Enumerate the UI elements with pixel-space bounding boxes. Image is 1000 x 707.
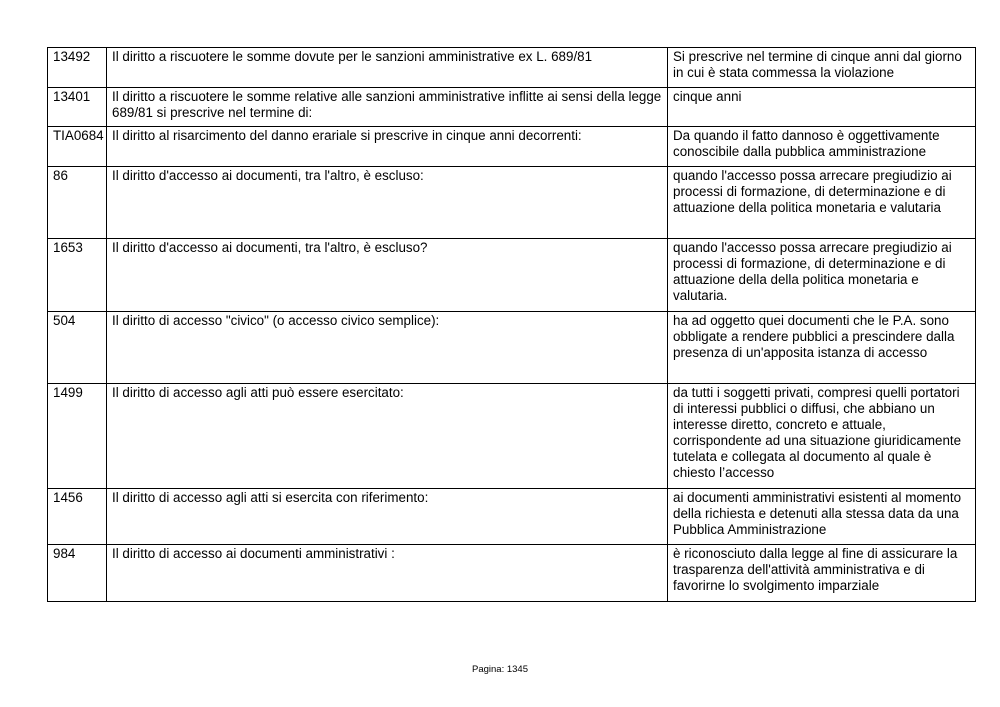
answer-text: è riconosciuto dalla legge al fine di assicurare la trasparenza dell'attività amministrativa e di favorirne lo svolgimento imparziale	[668, 545, 976, 602]
question-text: Il diritto d'accesso ai documenti, tra l'altro, è escluso:	[107, 167, 668, 239]
questions-table	[47, 47, 976, 602]
question-id: 13492	[48, 48, 107, 88]
answer-text: ha ad oggetto quei documenti che le P.A. sono obbligate a rendere pubblici a prescindere dalla presenza di un'apposita istanza di accesso	[668, 312, 976, 384]
answer-text: quando l'accesso possa arrecare pregiudizio ai processi di formazione, di determinazione e di attuazione della della politica monetaria e valutaria.	[668, 239, 976, 312]
table-row	[48, 48, 976, 88]
question-id: 1456	[48, 489, 107, 545]
question-text: Il diritto di accesso agli atti si esercita con riferimento:	[107, 489, 668, 545]
answer-text: Si prescrive nel termine di cinque anni dal giorno in cui è stata commessa la violazione	[668, 48, 976, 88]
question-id: 86	[48, 167, 107, 239]
question-text: Il diritto di accesso agli atti può essere esercitato:	[107, 384, 668, 489]
answer-text: Da quando il fatto dannoso è oggettivamente conoscibile dalla pubblica amministrazione	[668, 127, 976, 167]
question-text: Il diritto al risarcimento del danno erariale si prescrive in cinque anni decorrenti:	[107, 127, 668, 167]
question-text: Il diritto di accesso ai documenti amministrativi :	[107, 545, 668, 602]
answer-text: da tutti i soggetti privati, compresi quelli portatori di interessi pubblici o diffusi, che abbiano un interesse diretto, concreto e attuale, corrispondente ad una situazione giuridicamente tutelata e collegata al documento al quale è chiesto l’accesso	[668, 384, 976, 489]
question-id: 1499	[48, 384, 107, 489]
question-text: Il diritto a riscuotere le somme relative alle sanzioni amministrative inflitte ai sensi della legge 689/81 si prescrive nel termine di:	[107, 88, 668, 127]
question-text: Il diritto a riscuotere le somme dovute per le sanzioni amministrative ex L. 689/81	[107, 48, 668, 88]
question-text: Il diritto d'accesso ai documenti, tra l'altro, è escluso?	[107, 239, 668, 312]
question-id: 504	[48, 312, 107, 384]
question-id: 984	[48, 545, 107, 602]
table-row	[48, 489, 976, 545]
answer-text: ai documenti amministrativi esistenti al momento della richiesta e detenuti alla stessa data da una Pubblica Amministrazione	[668, 489, 976, 545]
question-id: TIA0684	[48, 127, 107, 167]
question-id: 1653	[48, 239, 107, 312]
answer-text: cinque anni	[668, 88, 976, 127]
question-id: 13401	[48, 88, 107, 127]
answer-text: quando l'accesso possa arrecare pregiudizio ai processi di formazione, di determinazione e di attuazione della politica monetaria e valutaria	[668, 167, 976, 239]
table-row	[48, 545, 976, 602]
table-row	[48, 127, 976, 167]
table-row	[48, 167, 976, 239]
question-text: Il diritto di accesso "civico" (o accesso civico semplice):	[107, 312, 668, 384]
page-number: Pagina: 1345	[472, 664, 528, 675]
table-row	[48, 239, 976, 312]
table-row	[48, 88, 976, 127]
table-row	[48, 312, 976, 384]
table-row	[48, 384, 976, 489]
